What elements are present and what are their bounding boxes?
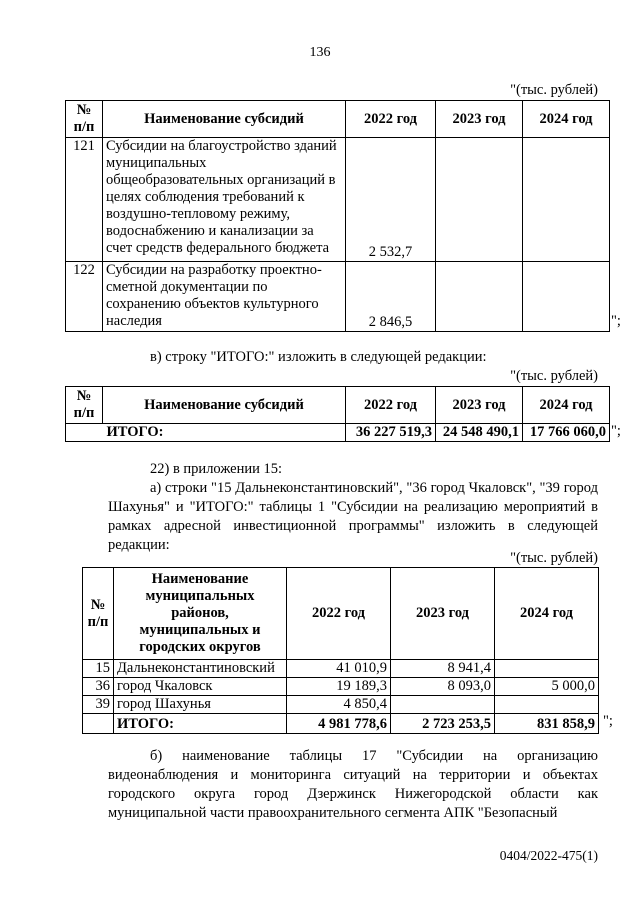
closing-quote: "; [611, 423, 621, 439]
row-num: 15 [83, 660, 114, 678]
table-row [83, 660, 599, 678]
row-name: город Чкаловск [114, 678, 287, 696]
paragraph-v: в) строку "ИТОГО:" изложить в следующей редакции: [150, 349, 487, 365]
row-2023 [391, 696, 495, 714]
row-2023: 8 941,4 [391, 660, 495, 678]
col-header-2023: 2023 год [436, 101, 523, 138]
row-name: Дальнеконстантиновский [114, 660, 287, 678]
row-2024 [495, 660, 599, 678]
col-header-name: Наименование субсидий [103, 387, 346, 424]
total-label: ИТОГО: [114, 714, 287, 734]
table-row [66, 262, 610, 332]
row-num: 36 [83, 678, 114, 696]
unit-label: "(тыс. рублей) [510, 550, 598, 566]
table-row [83, 696, 599, 714]
total-row [66, 424, 610, 442]
total-2024: 831 858,9 [495, 714, 599, 734]
row-2024 [495, 696, 599, 714]
total-2023: 24 548 490,1 [436, 424, 523, 442]
total-2023: 2 723 253,5 [391, 714, 495, 734]
col-header-2024: 2024 год [523, 101, 610, 138]
col-header-num: № п/п [83, 568, 114, 660]
col-header-2022: 2022 год [346, 101, 436, 138]
table-row [83, 678, 599, 696]
page-number: 136 [309, 45, 331, 60]
row-2022: 4 850,4 [287, 696, 391, 714]
investment-subsidies-table [82, 567, 599, 734]
col-header-2024: 2024 год [523, 387, 610, 424]
row-2022: 41 010,9 [287, 660, 391, 678]
col-header-2024: 2024 год [495, 568, 599, 660]
row-name: Субсидии на разработку проектно-сметной документации по сохранению объектов культурного наследия [103, 262, 346, 332]
row-name: город Шахунья [114, 696, 287, 714]
row-2023 [436, 262, 523, 332]
col-header-2023: 2023 год [391, 568, 495, 660]
document-code: 0404/2022-475(1) [499, 848, 598, 863]
unit-label: "(тыс. рублей) [510, 368, 598, 384]
row-num: 39 [83, 696, 114, 714]
col-header-2023: 2023 год [436, 387, 523, 424]
row-num: 122 [66, 262, 103, 332]
unit-label: "(тыс. рублей) [510, 82, 598, 98]
total-label: ИТОГО: [103, 424, 346, 442]
subsidies-table [65, 100, 610, 332]
row-2024 [523, 262, 610, 332]
total-table [65, 386, 610, 442]
col-header-2022: 2022 год [346, 387, 436, 424]
col-header-2022: 2022 год [287, 568, 391, 660]
total-2024: 17 766 060,0 [523, 424, 610, 442]
closing-quote: "; [603, 713, 613, 729]
row-2022: 19 189,3 [287, 678, 391, 696]
row-2023: 8 093,0 [391, 678, 495, 696]
row-2022: 2 532,7 [346, 138, 436, 262]
row-num: 121 [66, 138, 103, 262]
total-2022: 4 981 778,6 [287, 714, 391, 734]
paragraph-b: б) наименование таблицы 17 "Субсидии на организацию видеонаблюдения и мониторинга ситуаций на территории и объектах городского округа город Дзержинск Нижегородской области как муниципальной части правоохранительного сегмента АПК "Безопасный [108, 748, 598, 821]
paragraph-22: 22) в приложении 15: [150, 461, 283, 477]
row-2023 [436, 138, 523, 262]
col-header-name: Наименование субсидий [103, 101, 346, 138]
total-row [83, 714, 599, 734]
row-name: Субсидии на благоустройство зданий муниципальных общеобразовательных организаций в целях соблюдения требований к воздушно-тепловому режиму, водоснабжению и канализации за счет средств федерального бюджета [103, 138, 346, 262]
col-header-name: Наименование муниципальных районов, муниципальных и городских округов [114, 568, 287, 660]
total-2022: 36 227 519,3 [346, 424, 436, 442]
row-2022: 2 846,5 [346, 262, 436, 332]
paragraph-a: а) строки "15 Дальнеконстантиновский", "36 город Чкаловск", "39 город Шахунья" и "ИТОГО:" таблицы 1 "Субсидии на реализацию мероприятий в рамках адресной инвестиционной программы" изложить в следующей редакции: [108, 480, 598, 553]
closing-quote: "; [611, 313, 621, 329]
col-header-num: № п/п [66, 101, 103, 138]
row-2024 [523, 138, 610, 262]
row-2024: 5 000,0 [495, 678, 599, 696]
table-row [66, 138, 610, 262]
col-header-num: № п/п [66, 387, 103, 424]
